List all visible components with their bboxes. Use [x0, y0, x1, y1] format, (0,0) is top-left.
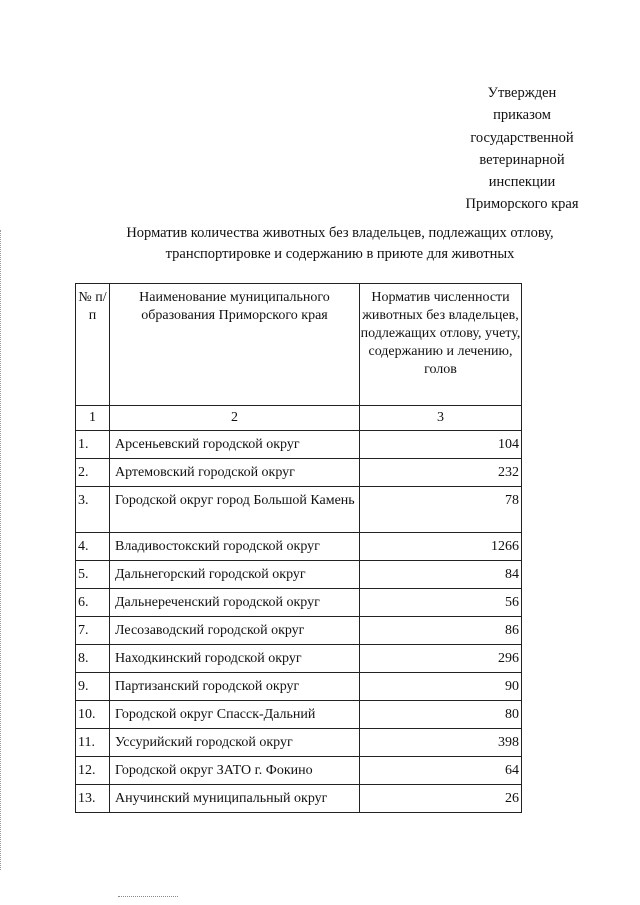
row-number: 8. [76, 645, 110, 673]
column-number: 2 [110, 406, 360, 431]
table-row [76, 701, 522, 729]
norm-value: 78 [360, 487, 522, 533]
row-number: 5. [76, 561, 110, 589]
norm-value: 398 [360, 729, 522, 757]
row-number: 7. [76, 617, 110, 645]
scan-footer-marks [118, 896, 178, 898]
municipality-name: Дальнегорский городской округ [110, 561, 360, 589]
approval-line: государственной [470, 129, 574, 146]
municipality-name: Находкинский городской округ [110, 645, 360, 673]
table-row [76, 533, 522, 561]
municipality-name: Партизанский городской округ [110, 673, 360, 701]
municipality-name: Артемовский городской округ [110, 459, 360, 487]
municipality-name: Городской округ Спасск-Дальний [110, 701, 360, 729]
approval-line: Приморского края [465, 196, 579, 213]
table-row [76, 561, 522, 589]
norm-value: 1266 [360, 533, 522, 561]
row-number: 12. [76, 757, 110, 785]
table-row [76, 785, 522, 813]
table-row [76, 487, 522, 533]
norm-value: 64 [360, 757, 522, 785]
scan-margin-marks [0, 230, 3, 870]
approval-line: инспекции [488, 174, 556, 191]
municipality-name: Арсеньевский городской округ [110, 431, 360, 459]
table-row [76, 431, 522, 459]
row-number: 11. [76, 729, 110, 757]
table-row [76, 673, 522, 701]
norm-value: 232 [360, 459, 522, 487]
municipality-name: Владивостокский городской округ [110, 533, 360, 561]
column-numbering-row [76, 406, 522, 431]
row-number: 3. [76, 487, 110, 533]
norm-value: 80 [360, 701, 522, 729]
approval-line: Утвержден [487, 85, 557, 101]
norm-value: 26 [360, 785, 522, 813]
table-row [76, 729, 522, 757]
row-number: 6. [76, 589, 110, 617]
document-title [60, 223, 620, 265]
norm-value: 56 [360, 589, 522, 617]
table-row [76, 757, 522, 785]
row-number: 10. [76, 701, 110, 729]
approval-line: приказом [493, 107, 551, 124]
municipality-name: Дальнереченский городской округ [110, 589, 360, 617]
table-row [76, 617, 522, 645]
norm-value: 86 [360, 617, 522, 645]
row-number: 9. [76, 673, 110, 701]
header-value: Норматив численности животных без владельцев, подлежащих отлову, учету, содержанию и лечению, голов [360, 284, 522, 406]
row-number: 1. [76, 431, 110, 459]
table-header-row [76, 284, 522, 406]
row-number: 2. [76, 459, 110, 487]
norm-table [75, 283, 522, 813]
header-num: № п/п [76, 284, 110, 406]
table-row [76, 645, 522, 673]
table-row [76, 459, 522, 487]
approval-line: ветеринарной [479, 151, 565, 168]
municipality-name: Анучинский муниципальный округ [110, 785, 360, 813]
norm-value: 104 [360, 431, 522, 459]
column-number: 1 [76, 406, 110, 431]
table-row [76, 589, 522, 617]
row-number: 13. [76, 785, 110, 813]
norm-value: 296 [360, 645, 522, 673]
approval-stamp [430, 82, 614, 216]
column-number: 3 [360, 406, 522, 431]
norm-value: 90 [360, 673, 522, 701]
title-line-2: транспортировке и содержанию в приюте для животных [165, 246, 515, 262]
header-name: Наименование муниципального образования Приморского края [110, 284, 360, 406]
municipality-name: Уссурийский городской округ [110, 729, 360, 757]
norm-value: 84 [360, 561, 522, 589]
municipality-name: Городской округ город Большой Камень [110, 487, 360, 533]
row-number: 4. [76, 533, 110, 561]
municipality-name: Лесозаводский городской округ [110, 617, 360, 645]
title-line-1: Норматив количества животных без владельцев, подлежащих отлову, [126, 225, 554, 241]
municipality-name: Городской округ ЗАТО г. Фокино [110, 757, 360, 785]
